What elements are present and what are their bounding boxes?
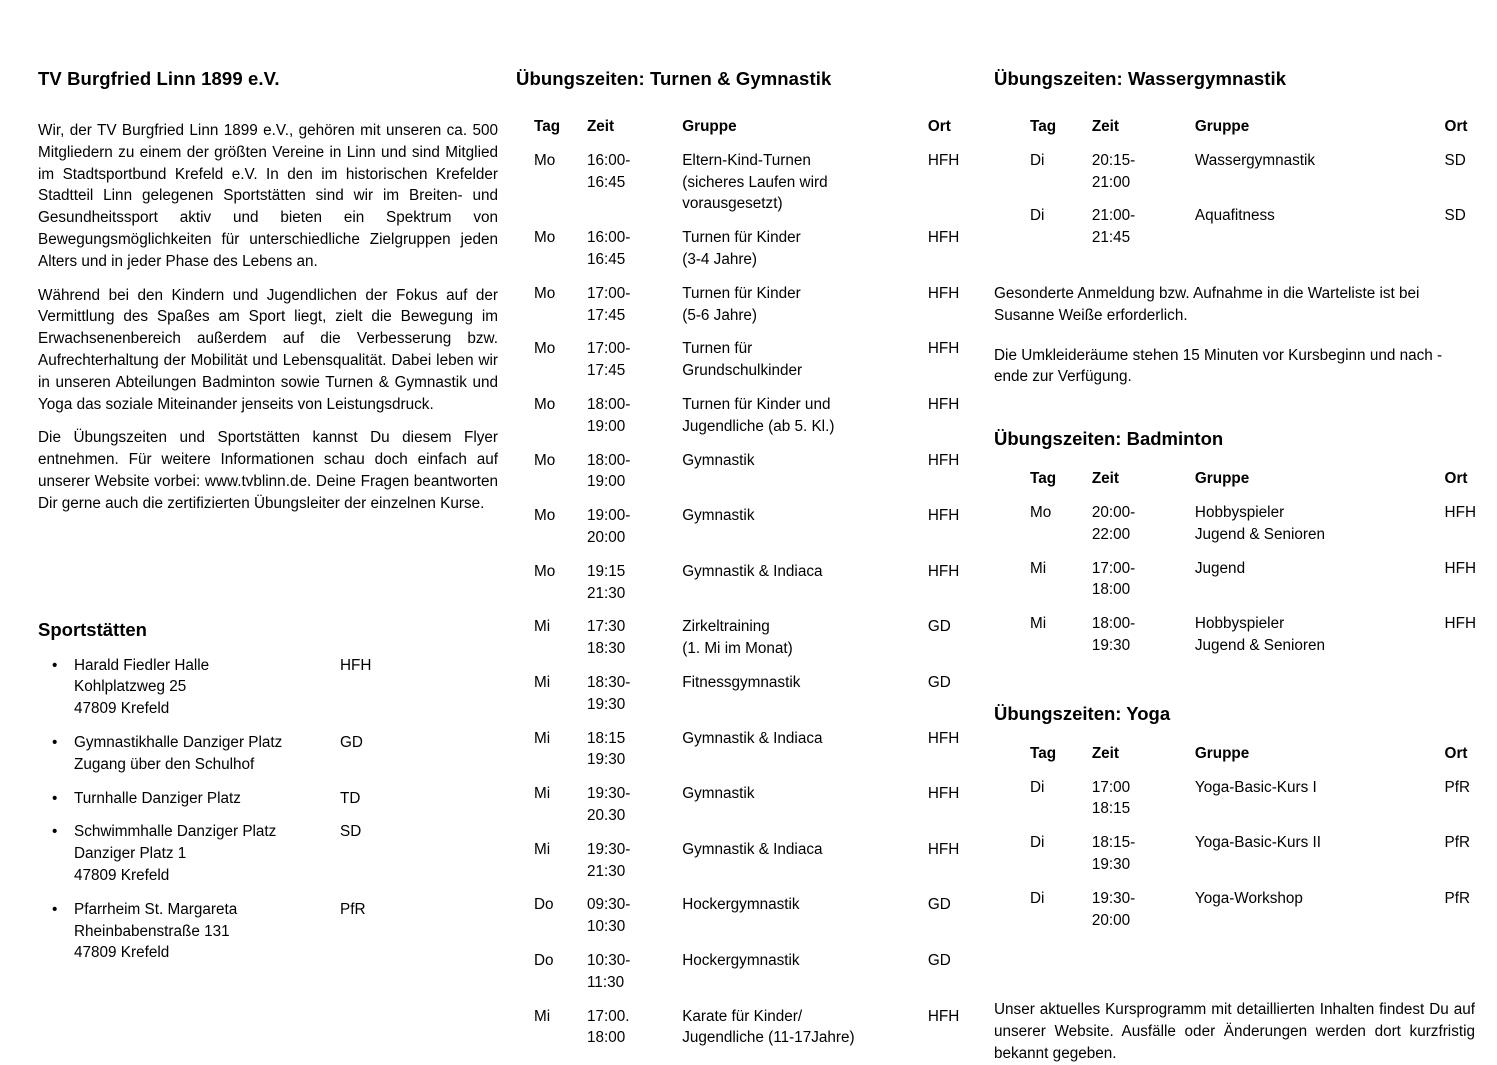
table-row xyxy=(534,728,1002,784)
venues-heading: Sportstätten xyxy=(38,618,147,640)
table-row xyxy=(534,616,1002,672)
time-end: 20.30 xyxy=(586,806,626,824)
time-end: 19:30 xyxy=(586,751,626,769)
time-start: 16:00- xyxy=(586,229,631,247)
cell-ort: HFH xyxy=(927,451,960,469)
cell-tag: Mi xyxy=(534,673,551,691)
cell-zeit xyxy=(587,227,682,283)
cell-zeit xyxy=(587,783,682,839)
table-row xyxy=(1030,558,1497,614)
column-header-ort: Ort xyxy=(1444,744,1468,762)
cell-ort: GD xyxy=(927,618,951,636)
cell-zeit xyxy=(587,616,682,672)
cell-ort: HFH xyxy=(927,340,960,358)
schedule-body-turnen xyxy=(534,150,1002,1061)
column-header-zeit: Zeit xyxy=(1091,118,1120,135)
column-header-tag: Tag xyxy=(1030,744,1057,762)
cell-ort: GD xyxy=(927,951,951,969)
schedule-table-badminton xyxy=(1030,468,1497,669)
cell-ort: SD xyxy=(1444,151,1466,169)
venue-name: • Harald Fiedler Halle xyxy=(74,656,210,674)
time-end: 21:30 xyxy=(586,584,626,602)
time-end: 10:30 xyxy=(586,918,626,936)
column-header-zeit: Zeit xyxy=(1091,470,1120,488)
cell-zeit xyxy=(587,950,682,1006)
time-start: 17:00- xyxy=(1091,559,1136,577)
time-end: 19:00 xyxy=(586,473,626,491)
column-header-ort: Ort xyxy=(1444,470,1468,488)
column-middle xyxy=(516,68,994,1047)
cell-tag: Di xyxy=(1030,207,1045,225)
cell-gruppe xyxy=(682,672,928,728)
time-start: 19:30- xyxy=(586,840,631,858)
column-header-zeit: Zeit xyxy=(1091,744,1120,762)
gruppe-line: Turnen für Kinder xyxy=(682,229,801,247)
cell-ort: SD xyxy=(1444,207,1466,225)
list-item xyxy=(38,899,498,964)
gruppe-line: (5-6 Jahre) xyxy=(682,306,758,324)
venue-name: • Schwimmhalle Danziger Platz xyxy=(74,823,277,841)
cell-zeit xyxy=(587,450,682,506)
column-header-zeit: Zeit xyxy=(586,118,615,135)
time-start: 18:30- xyxy=(586,673,631,691)
gruppe-line: Gymnastik xyxy=(682,785,755,803)
section-title-badminton: Übungszeiten: Badminton xyxy=(994,428,1224,450)
column-header-tag: Tag xyxy=(1030,470,1057,488)
time-end: 19:00 xyxy=(586,417,626,435)
table-row xyxy=(1030,613,1497,669)
cell-gruppe xyxy=(1195,777,1445,833)
cell-gruppe xyxy=(682,283,928,339)
section-title-yoga: Übungszeiten: Yoga xyxy=(994,702,1171,724)
cell-ort: HFH xyxy=(927,229,960,247)
table-header-row xyxy=(1030,743,1497,777)
cell-ort: GD xyxy=(927,896,951,914)
time-start: 18:00- xyxy=(1091,615,1136,633)
schedule-table-turnen xyxy=(534,116,1002,1061)
gruppe-line: Grundschulkinder xyxy=(682,362,803,380)
table-row xyxy=(534,338,1002,394)
cell-zeit xyxy=(1092,205,1195,261)
cell-tag: Mi xyxy=(1030,559,1047,577)
time-start: 16:00- xyxy=(586,151,631,169)
intro-paragraph-3: Die Übungszeiten und Sportstätten kannst Du diesem Flyer entnehmen. Für weitere Informationen schau doch einfach auf unserer Website vorbei: www.tvblinn.de. Deine Fragen beantworten Dir gerne auch die zertifizierten Übungsleiter der einzelnen Kurse. xyxy=(38,429,498,512)
time-start: 17:00- xyxy=(586,284,631,302)
cell-gruppe xyxy=(1195,613,1445,669)
cell-gruppe xyxy=(1195,558,1445,614)
gruppe-line: Gymnastik & Indiaca xyxy=(682,729,823,747)
time-end: 18:00 xyxy=(586,1029,626,1047)
list-item xyxy=(38,821,498,886)
cell-gruppe xyxy=(682,950,928,1006)
table-row xyxy=(534,227,1002,283)
gruppe-line: Jugendliche (ab 5. Kl.) xyxy=(682,417,835,435)
gruppe-line: Jugendliche (11-17Jahre) xyxy=(682,1029,855,1047)
cell-ort: HFH xyxy=(927,284,960,302)
cell-tag: Mi xyxy=(534,729,551,747)
gruppe-line: Turnen für Kinder und xyxy=(682,395,831,413)
cell-gruppe xyxy=(682,728,928,784)
table-row xyxy=(1030,888,1497,944)
cell-tag: Mi xyxy=(534,840,551,858)
venue-name: • Gymnastikhalle Danziger Platz xyxy=(74,733,283,751)
column-header-ort: Ort xyxy=(927,118,951,135)
table-header-row xyxy=(1030,116,1497,150)
venue-address-line: 47809 Krefeld xyxy=(74,700,170,718)
schedule-body-badminton xyxy=(1030,502,1497,669)
cell-ort: HFH xyxy=(1444,615,1476,633)
time-end: 16:45 xyxy=(586,250,626,268)
table-row xyxy=(1030,205,1497,261)
cell-zeit xyxy=(1092,558,1195,614)
time-end: 19:30 xyxy=(1091,636,1131,654)
time-start: 20:00- xyxy=(1091,503,1136,521)
table-row xyxy=(534,672,1002,728)
time-start: 21:00- xyxy=(1091,207,1136,225)
gruppe-line: Jugend xyxy=(1194,559,1246,577)
cell-zeit xyxy=(587,1006,682,1062)
venue-address-line: Rheinbabenstraße 131 xyxy=(74,922,230,940)
time-end: 18:15 xyxy=(1091,800,1131,818)
cell-zeit xyxy=(1092,777,1195,833)
cell-gruppe xyxy=(1195,150,1445,206)
gruppe-line: Yoga-Workshop xyxy=(1194,889,1303,907)
column-right xyxy=(994,68,1476,1062)
gruppe-line: (1. Mi im Monat) xyxy=(682,640,793,658)
schedule-body-wassergymnastik xyxy=(1030,150,1497,261)
table-row xyxy=(534,894,1002,950)
time-end: 20:00 xyxy=(586,528,626,546)
venue-address-line: Danziger Platz 1 xyxy=(74,845,187,863)
time-start: 17:00- xyxy=(586,340,631,358)
time-end: 19:30 xyxy=(1091,855,1131,873)
table-row xyxy=(534,839,1002,895)
time-start: 10:30- xyxy=(586,951,631,969)
gruppe-line: Hockergymnastik xyxy=(682,951,800,969)
venue-address-line: 47809 Krefeld xyxy=(74,944,170,962)
cell-gruppe xyxy=(682,338,928,394)
cell-tag: Mi xyxy=(534,1007,551,1025)
gruppe-line: Turnen für Kinder xyxy=(682,284,801,302)
cell-tag: Mo xyxy=(1030,503,1052,521)
column-header-tag: Tag xyxy=(1030,118,1057,135)
time-start: 18:00- xyxy=(586,395,631,413)
cell-gruppe xyxy=(682,616,928,672)
table-row xyxy=(534,505,1002,561)
cell-zeit xyxy=(587,839,682,895)
time-end: 18:00 xyxy=(1091,581,1131,599)
gruppe-line: Yoga-Basic-Kurs I xyxy=(1194,778,1317,796)
cell-tag: Di xyxy=(1030,778,1045,796)
cell-zeit xyxy=(587,283,682,339)
table-row xyxy=(1030,150,1497,206)
time-start: 17:30 xyxy=(586,618,626,636)
cell-gruppe xyxy=(682,894,928,950)
table-row xyxy=(534,394,1002,450)
cell-gruppe xyxy=(1195,502,1445,558)
cell-gruppe xyxy=(1195,832,1445,888)
time-start: 17:00 xyxy=(1091,778,1131,796)
venue-name: • Pfarrheim St. Margareta xyxy=(74,900,238,918)
time-end: 19:30 xyxy=(586,695,626,713)
table-header-row xyxy=(1030,468,1497,502)
venue-address-line: 47809 Krefeld xyxy=(74,866,170,884)
venue-address-line: Zugang über den Schulhof xyxy=(74,755,255,773)
venue-code: GD xyxy=(340,733,363,751)
cell-ort: HFH xyxy=(927,840,960,858)
time-start: 20:15- xyxy=(1091,151,1136,169)
table-header-row xyxy=(534,116,1002,150)
gruppe-line: Jugend & Senioren xyxy=(1194,525,1326,543)
gruppe-line: Aquafitness xyxy=(1194,207,1275,225)
cell-tag: Mi xyxy=(534,618,551,636)
page-title: TV Burgfried Linn 1899 e.V. xyxy=(38,68,280,89)
gruppe-line: vorausgesetzt) xyxy=(682,195,783,213)
intro-paragraph-1: Wir, der TV Burgfried Linn 1899 e.V., gehören mit unseren ca. 500 Mitgliedern zu einem der größten Vereine in Linn und sind Mitglied im Stadtsportbund Krefeld e.V. In den im historischen Krefelder Stadtteil Linn gelegenen Sportstätten sind wir im Breiten- und Gesundheitssport aktiv und bieten ein Spektrum von Bewegungsmöglichkeiten für unterschiedliche Zielgruppen jeden Alters und in jeder Phase des Lebens an. xyxy=(38,122,498,270)
gruppe-line: Zirkeltraining xyxy=(682,618,770,636)
venue-code: TD xyxy=(340,789,361,807)
cell-zeit xyxy=(1092,613,1195,669)
cell-ort: PfR xyxy=(1444,889,1471,907)
cell-ort: PfR xyxy=(1444,778,1471,796)
gruppe-line: Hobbyspieler xyxy=(1194,503,1285,521)
cell-gruppe xyxy=(682,783,928,839)
cell-zeit xyxy=(587,505,682,561)
time-end: 21:00 xyxy=(1091,173,1131,191)
section-title-turnen: Übungszeiten: Turnen & Gymnastik xyxy=(516,68,832,89)
cell-ort: HFH xyxy=(927,395,960,413)
cell-gruppe xyxy=(682,1006,928,1062)
schedule-table-yoga xyxy=(1030,743,1497,944)
gruppe-line: Karate für Kinder/ xyxy=(682,1007,803,1025)
cell-tag: Mo xyxy=(534,151,556,169)
gruppe-line: Jugend & Senioren xyxy=(1194,636,1326,654)
time-end: 18:30 xyxy=(586,640,626,658)
cell-ort: PfR xyxy=(1444,834,1471,852)
venue-code: PfR xyxy=(340,900,366,918)
gruppe-line: Gymnastik xyxy=(682,507,755,525)
list-item xyxy=(38,655,498,720)
time-start: 09:30- xyxy=(586,896,631,914)
venues-list xyxy=(38,655,498,965)
time-start: 19:30- xyxy=(586,785,631,803)
cell-ort: HFH xyxy=(927,729,960,747)
table-row xyxy=(534,283,1002,339)
gruppe-line: Eltern-Kind-Turnen xyxy=(682,151,811,169)
cell-zeit xyxy=(1092,832,1195,888)
table-row xyxy=(534,950,1002,1006)
time-start: 18:00- xyxy=(586,451,631,469)
time-start: 18:15- xyxy=(1091,834,1136,852)
cell-tag: Di xyxy=(1030,834,1045,852)
cell-tag: Mo xyxy=(534,562,556,580)
wassergymnastik-note-2: Die Umkleideräume stehen 15 Minuten vor Kursbeginn und nach -ende zur Verfügung. xyxy=(994,346,1443,386)
time-end: 11:30 xyxy=(586,973,625,991)
venue-code: HFH xyxy=(340,656,372,674)
gruppe-line: Gymnastik & Indiaca xyxy=(682,840,823,858)
gruppe-line: Turnen für xyxy=(682,340,753,358)
cell-zeit xyxy=(1092,888,1195,944)
cell-tag: Mo xyxy=(534,229,556,247)
cell-gruppe xyxy=(682,839,928,895)
cell-zeit xyxy=(587,561,682,617)
cell-gruppe xyxy=(1195,888,1445,944)
cell-ort: GD xyxy=(927,673,951,691)
intro-paragraph-2: Während bei den Kindern und Jugendlichen der Fokus auf der Vermittlung des Spaßes am Sport liegt, zielt die Bewegung im Erwachsenenbereich außerdem auf die Verbesserung bzw. Aufrechterhaltung der Mobilität und Lebensqualität. Dabei leben wir in unseren Abteilungen Badminton sowie Turnen & Gymnastik und Yoga das soziale Miteinander jenseits von Leistungsdruck. xyxy=(38,286,498,413)
venue-address-line: Kohlplatzweg 25 xyxy=(74,678,187,696)
gruppe-line: Gymnastik & Indiaca xyxy=(682,562,823,580)
cell-gruppe xyxy=(682,150,928,227)
table-row xyxy=(1030,502,1497,558)
cell-gruppe xyxy=(682,505,928,561)
time-end: 22:00 xyxy=(1091,525,1131,543)
gruppe-line: Yoga-Basic-Kurs II xyxy=(1194,834,1322,852)
cell-zeit xyxy=(587,728,682,784)
time-end: 21:30 xyxy=(586,862,626,880)
cell-gruppe xyxy=(682,561,928,617)
gruppe-line: Hobbyspieler xyxy=(1194,615,1285,633)
table-row xyxy=(534,1006,1002,1062)
schedule-body-yoga xyxy=(1030,777,1497,944)
cell-tag: Do xyxy=(534,951,554,969)
table-row xyxy=(534,450,1002,506)
cell-zeit xyxy=(587,672,682,728)
column-left xyxy=(38,68,516,1038)
venue-code: SD xyxy=(340,823,362,841)
column-header-tag: Tag xyxy=(534,118,561,135)
schedule-table-wassergymnastik xyxy=(1030,116,1497,261)
gruppe-line: Gymnastik xyxy=(682,451,755,469)
gruppe-line: Fitnessgymnastik xyxy=(682,673,801,691)
table-row xyxy=(534,150,1002,227)
cell-zeit xyxy=(587,150,682,227)
cell-tag: Mo xyxy=(534,395,556,413)
cell-tag: Mo xyxy=(534,340,556,358)
gruppe-line: (3-4 Jahre) xyxy=(682,250,758,268)
gruppe-line: (sicheres Laufen wird xyxy=(682,173,828,191)
column-header-gruppe: Gruppe xyxy=(682,118,737,135)
time-start: 19:00- xyxy=(586,507,631,525)
cell-zeit xyxy=(1092,150,1195,206)
cell-tag: Mo xyxy=(534,507,556,525)
cell-tag: Mi xyxy=(534,785,551,803)
yoga-footer-note: Unser aktuelles Kursprogramm mit detaillierten Inhalten findest Du auf unserer Website. Ausfälle oder Änderungen werden dort kurzfristig bekannt gegeben. xyxy=(994,1001,1475,1062)
time-end: 20:00 xyxy=(1091,911,1131,929)
column-header-gruppe: Gruppe xyxy=(1194,470,1250,488)
cell-ort: HFH xyxy=(927,785,960,803)
cell-tag: Mo xyxy=(534,284,556,302)
cell-zeit xyxy=(587,394,682,450)
wassergymnastik-note-1: Gesonderte Anmeldung bzw. Aufnahme in die Warteliste ist bei Susanne Weiße erforderlich. xyxy=(994,284,1420,324)
cell-tag: Di xyxy=(1030,889,1045,907)
gruppe-line: Hockergymnastik xyxy=(682,896,800,914)
cell-ort: HFH xyxy=(927,562,960,580)
venue-name: • Turnhalle Danziger Platz xyxy=(74,789,241,807)
cell-ort: HFH xyxy=(1444,503,1476,521)
cell-tag: Do xyxy=(534,896,554,914)
cell-gruppe xyxy=(682,394,928,450)
cell-gruppe xyxy=(1195,205,1445,261)
time-end: 17:45 xyxy=(586,362,626,380)
table-row xyxy=(534,783,1002,839)
gruppe-line: Wassergymnastik xyxy=(1194,151,1316,169)
table-row xyxy=(1030,832,1497,888)
column-header-ort: Ort xyxy=(1444,118,1468,135)
cell-gruppe xyxy=(682,227,928,283)
column-header-gruppe: Gruppe xyxy=(1194,118,1250,135)
cell-tag: Mo xyxy=(534,451,556,469)
time-start: 18:15 xyxy=(586,729,626,747)
cell-ort: HFH xyxy=(927,1007,960,1025)
list-item xyxy=(38,788,498,810)
cell-gruppe xyxy=(682,450,928,506)
cell-zeit xyxy=(1092,502,1195,558)
cell-zeit xyxy=(587,338,682,394)
column-header-gruppe: Gruppe xyxy=(1194,744,1250,762)
table-row xyxy=(534,561,1002,617)
time-end: 17:45 xyxy=(586,306,626,324)
time-end: 21:45 xyxy=(1091,229,1131,247)
section-title-wassergymnastik: Übungszeiten: Wassergymnastik xyxy=(994,68,1287,89)
time-start: 19:30- xyxy=(1091,889,1136,907)
cell-ort: HFH xyxy=(1444,559,1476,577)
list-item xyxy=(38,732,498,776)
table-row xyxy=(1030,777,1497,833)
cell-ort: HFH xyxy=(927,507,960,525)
cell-tag: Mi xyxy=(1030,615,1047,633)
time-start: 19:15 xyxy=(586,562,626,580)
cell-ort: HFH xyxy=(927,151,960,169)
time-end: 16:45 xyxy=(586,173,626,191)
cell-zeit xyxy=(587,894,682,950)
cell-tag: Di xyxy=(1030,151,1045,169)
time-start: 17:00. xyxy=(586,1007,630,1025)
